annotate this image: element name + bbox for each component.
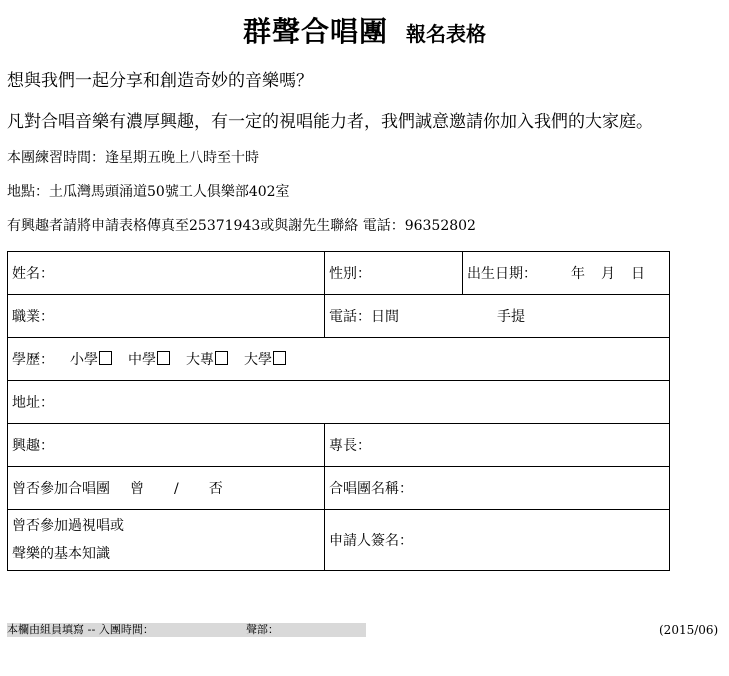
name-field[interactable] — [8, 252, 325, 295]
edu-college-label: 大專 — [186, 352, 214, 368]
address-field[interactable] — [8, 381, 670, 424]
dob-label: 出生日期： — [467, 266, 537, 282]
sight-singing-label-2: 聲樂的基本知識 — [12, 546, 110, 562]
dob-day-label: 日 — [631, 266, 645, 282]
signature-field[interactable] — [325, 510, 670, 571]
joined-choir-field[interactable] — [8, 467, 325, 510]
edu-primary-label: 小學 — [70, 352, 98, 368]
edu-secondary-checkbox[interactable] — [157, 351, 170, 365]
name-label: 姓名： — [12, 266, 54, 282]
practice-time: 本團練習時間：逢星期五晚上八時至十時 — [7, 150, 259, 166]
form-subtitle: 報名表格 — [406, 22, 486, 46]
joined-slash: / — [174, 481, 179, 497]
form-row-address — [8, 381, 670, 424]
mobile-label: 手提 — [497, 309, 525, 325]
hobby-label: 興趣： — [12, 438, 54, 454]
sight-singing-label-1: 曾否參加過視唱或 — [12, 518, 124, 534]
sight-singing-field[interactable] — [8, 510, 325, 571]
form-row-name — [8, 252, 670, 295]
form-row-occupation — [8, 295, 670, 338]
occupation-field[interactable] — [8, 295, 325, 338]
joined-choir-label: 曾否參加合唱團 — [12, 481, 110, 497]
edu-university-checkbox[interactable] — [273, 351, 286, 365]
dob-year-label: 年 — [571, 266, 585, 282]
form-row-hobby — [8, 424, 670, 467]
form-row-education — [8, 338, 670, 381]
edu-college-checkbox[interactable] — [215, 351, 228, 365]
form-row-sight-singing — [8, 510, 670, 571]
form-row-choir — [8, 467, 670, 510]
choir-name-label: 合唱團名稱： — [329, 481, 413, 497]
edu-primary-checkbox[interactable] — [99, 351, 112, 365]
application-form-table — [7, 251, 670, 571]
practice-location: 地點：土瓜灣馬頭涌道50號工人俱樂部402室 — [7, 184, 290, 200]
choir-title: 群聲合唱團 — [242, 15, 388, 48]
edu-university-label: 大學 — [244, 352, 272, 368]
specialty-field[interactable] — [325, 424, 670, 467]
phone-day-label: 電話：日間 — [329, 309, 399, 325]
voice-section-label: 聲部： — [245, 623, 279, 636]
gender-field[interactable] — [325, 252, 463, 295]
address-label: 地址： — [12, 395, 54, 411]
dob-field[interactable] — [463, 252, 670, 295]
joined-yes-option[interactable]: 曾 — [130, 481, 144, 497]
staff-fill-label: 本欄由組員填寫 -- 入團時間： — [7, 623, 154, 636]
joined-no-option[interactable]: 否 — [208, 481, 223, 497]
intro-invitation: 凡對合唱音樂有濃厚興趣，有一定的視唱能力者，我們誠意邀請你加入我們的大家庭。 — [7, 112, 653, 132]
gender-label: 性別： — [329, 266, 371, 282]
specialty-label: 專長： — [329, 438, 371, 454]
signature-label: 申請人簽名： — [329, 533, 413, 549]
edu-secondary-label: 中學 — [128, 352, 156, 368]
occupation-label: 職業： — [12, 309, 54, 325]
form-header — [0, 10, 729, 50]
hobby-field[interactable] — [8, 424, 325, 467]
education-field — [8, 338, 670, 381]
form-version-date: (2015/06) — [659, 623, 719, 637]
intro-question: 想與我們一起分享和創造奇妙的音樂嗎？ — [7, 71, 313, 91]
contact-info: 有興趣者請將申請表格傳真至25371943或與謝先生聯絡 電話：96352802 — [7, 218, 476, 234]
staff-use-bar — [7, 623, 366, 637]
education-label: 學歷： — [12, 352, 54, 368]
choir-name-field[interactable] — [325, 467, 670, 510]
dob-month-label: 月 — [601, 266, 615, 282]
phone-field[interactable] — [325, 295, 670, 338]
